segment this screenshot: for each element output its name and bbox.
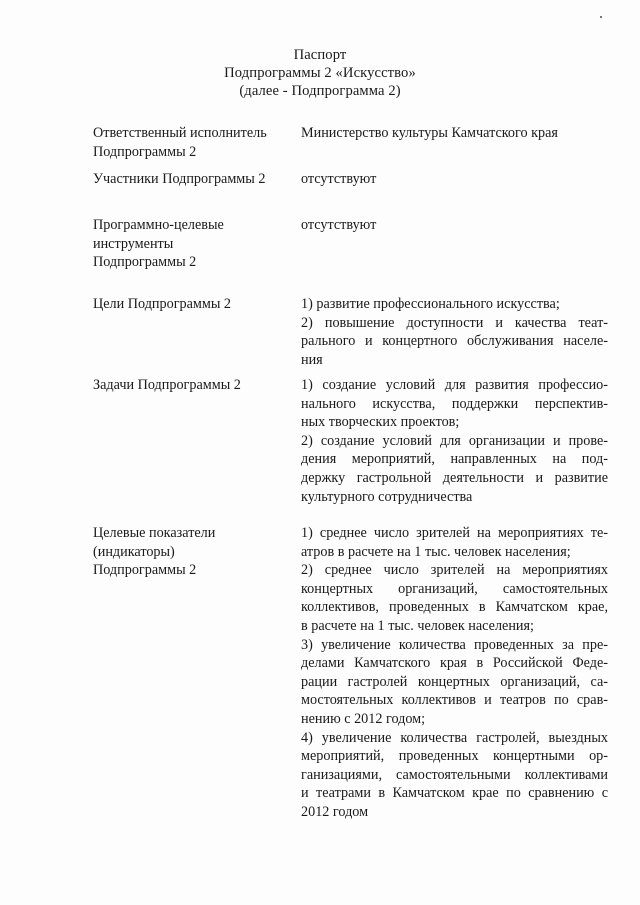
value-line: ния (301, 351, 323, 368)
value-line: концертных организаций, самостоятельных (301, 580, 608, 597)
value-line: 2012 годом (301, 803, 369, 820)
value-line: рации гастролей концертных организаций, са- (301, 673, 608, 690)
label-line: Целевые показатели (93, 525, 216, 541)
value-line: нению с 2012 годом; (301, 710, 426, 727)
value-line: в расчете на 1 тыс. человек населения; (301, 617, 534, 634)
row-value (301, 376, 608, 506)
value-line: коллективов, проведенных в Камчатском крае, (301, 599, 608, 616)
label-line: Подпрограммы 2 (93, 254, 197, 271)
row-label (93, 124, 288, 161)
value-line: 1) среднее число зрителей на мероприятиях те- (301, 525, 608, 541)
label-line: Ответственный исполнитель (93, 125, 267, 141)
label-line: (индикаторы) (93, 543, 175, 560)
value-line: 2) среднее число зрителей на мероприятиях (301, 562, 608, 579)
value-line: 2) создание условий для организации и прове- (301, 432, 608, 449)
row-value (301, 124, 608, 143)
label-line: Задачи Подпрограммы 2 (93, 377, 241, 393)
label-line: инструменты (93, 235, 174, 252)
header-note: (далее - Подпрограмма 2) (239, 83, 401, 99)
row-value (301, 216, 608, 235)
value-line: Министерство культуры Камчатского края (301, 125, 558, 141)
value-line: культурного сотрудничества (301, 488, 473, 505)
value-line: дения мероприятий, направленных на под- (301, 451, 608, 468)
row-label (93, 295, 288, 314)
row-value (301, 524, 608, 822)
value-line: отсутствуют (301, 171, 377, 187)
passport-header (0, 46, 640, 100)
label-line: Подпрограммы 2 (93, 143, 197, 160)
value-line: 1) развитие профессионального искусства; (301, 296, 560, 312)
label-line: Программно-целевые (93, 217, 224, 233)
value-line: ганизациями, самостоятельными коллективами (301, 766, 608, 783)
scan-speck (600, 16, 602, 18)
value-line: 3) увеличение количества проведенных за пре- (301, 636, 608, 653)
row-label (93, 170, 288, 189)
value-line: делами Камчатского края в Российской Феде- (301, 655, 608, 672)
value-line: 4) увеличение количества гастролей, выездных (301, 729, 608, 746)
value-line: ных творческих проектов; (301, 414, 460, 431)
value-line: держку гастрольной деятельности и развитие (301, 469, 608, 486)
row-label (93, 216, 288, 272)
header-title: Паспорт (293, 47, 347, 63)
row-value (301, 170, 608, 189)
value-line: рального и концертного обслуживания населе- (301, 333, 608, 350)
value-line: мероприятий, проведенных концертными ор- (301, 748, 608, 765)
label-line: Подпрограммы 2 (93, 562, 197, 579)
row-value (301, 295, 608, 369)
value-line: 1) создание условий для развития профессио- (301, 377, 608, 393)
header-subtitle: Подпрограммы 2 «Искусство» (224, 65, 416, 81)
value-line: мостоятельных коллективов и театров по срав- (301, 692, 608, 709)
value-line: атров в расчете на 1 тыс. человек населения; (301, 543, 571, 560)
label-line: Цели Подпрограммы 2 (93, 296, 232, 312)
value-line: нального искусства, поддержки перспектив- (301, 395, 608, 412)
value-line: отсутствуют (301, 217, 377, 233)
value-line: 2) повышение доступности и качества теат- (301, 314, 608, 331)
value-line: и театрами в Камчатском крае по сравнению с (301, 785, 608, 802)
row-label (93, 524, 288, 580)
row-label (93, 376, 288, 395)
label-line: Участники Подпрограммы 2 (93, 171, 266, 187)
